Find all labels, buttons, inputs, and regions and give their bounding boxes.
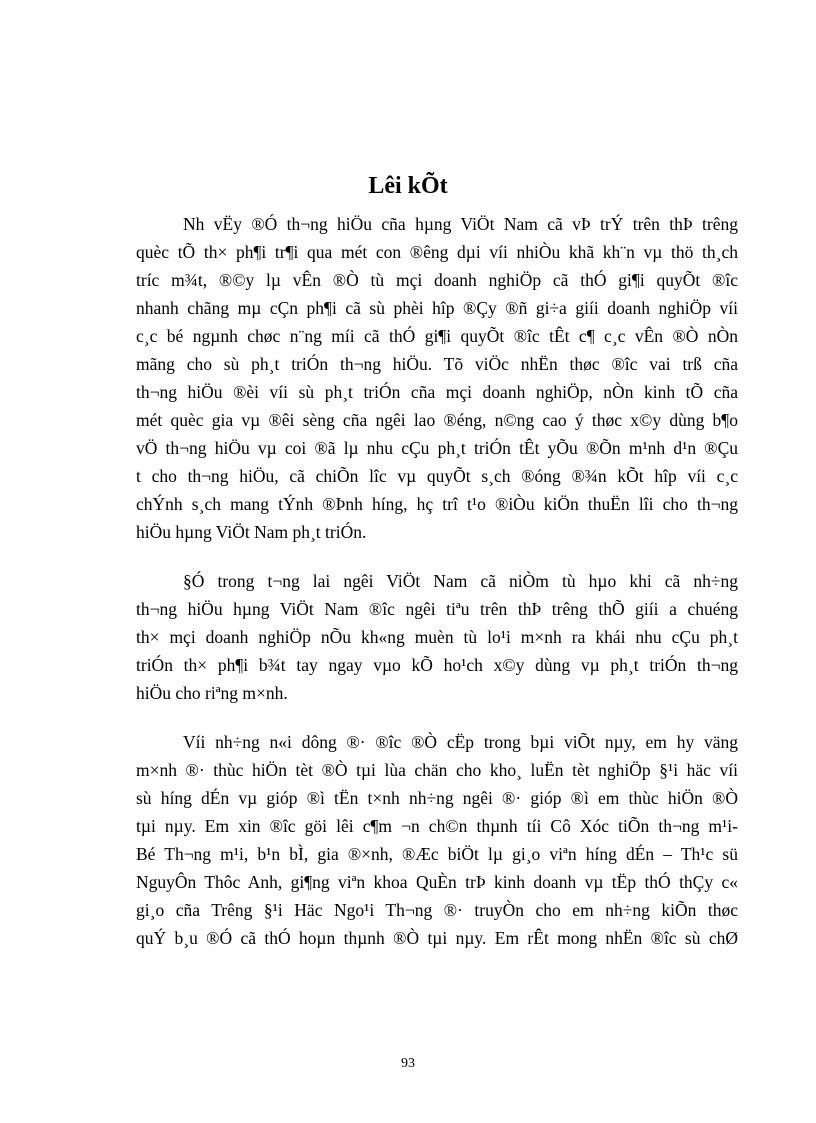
paragraph-line: mãng cho sù ph¸t triÓn th¬ng hiÖu. Tõ viÖc nhËn thøc ®îc vai trß cña [136,354,738,374]
paragraph-gap [136,707,738,728]
paragraph-line: t cho th¬ng hiÖu, cã chiÕn lîc vµ quyÕt s¸ch ®óng ®¾n kÕt hîp víi c¸c [136,466,738,486]
paragraph-line: NguyÔn Thôc Anh, gi¶ng viªn khoa QuÈn trÞ kinh doanh vµ tËp thÓ thÇy c« [136,872,738,892]
paragraph-3 [136,728,738,952]
paragraph-line: th× mçi doanh nghiÖp nÕu kh«ng muèn tù lo¹i m×nh ra khái nhu cÇu ph¸t [136,627,738,647]
paragraph-line: vÖ th¬ng hiÖu vµ coi ®ã lµ nhu cÇu ph¸t triÓn tÊt yÕu ®Õn m¹nh d¹n ®Çu [136,438,738,458]
paragraph-line: tµi nµy. Em xin ®îc göi lêi c¶m ¬n ch©n thµnh tíi Cô Xóc tiÕn th¬ng m¹i- [136,816,738,836]
page-number: 93 [401,1056,415,1071]
paragraph-line: hiÖu hµng ViÖt Nam ph¸t triÓn. [136,522,367,542]
paragraph-line: Bé Th¬ng m¹i, b¹n bÌ, gia ®×nh, ®Æc biÖt lµ gi¸o viªn híng dÉn – Th¹c sü [136,844,738,864]
paragraph-gap [136,546,738,567]
paragraph-line: §Ó trong t¬ng lai ngêi ViÖt Nam cã niÒm tù hµo khi cã nh÷ng [183,571,738,591]
paragraph-line: Nh vËy ®Ó th¬ng hiÖu cña hµng ViÖt Nam cã vÞ trÝ trên thÞ trêng [183,214,738,234]
paragraph-line: chÝnh s¸ch mang tÝnh ®Þnh híng, hç trî t¹o ®iÒu kiÖn thuËn lîi cho th¬ng [136,494,738,514]
page-title: Lêi kÕt [368,173,448,199]
paragraph-line: quèc tÕ th× ph¶i tr¶i qua mét con ®êng dµi víi nhiÒu khã kh¨n vµ thö th¸ch [136,242,738,262]
paragraph-line: triÓn th× ph¶i b¾t tay ngay vµo kÕ ho¹ch x©y dùng vµ ph¸t triÓn th¬ng [136,655,738,675]
paragraph-line: m×nh ®· thùc hiÖn tèt ®Ò tµi lùa chän cho kho¸ luËn tèt nghiÖp §¹i häc víi [136,760,738,780]
paragraph-line: gi¸o cña Trêng §¹i Häc Ngo¹i Th¬ng ®· truyÒn cho em nh÷ng kiÕn thøc [136,900,738,920]
paragraph-line: sù híng dÉn vµ gióp ®ì tËn t×nh nh÷ng ngêi ®· gióp ®ì em thùc hiÖn ®Ò [136,788,738,808]
paragraph-line: th¬ng hiÖu hµng ViÖt Nam ®îc ngêi tiªu trên thÞ trêng thÕ giíi a chuéng [136,599,738,619]
paragraph-2 [136,567,738,707]
paragraph-line: tríc m¾t, ®©y lµ vÊn ®Ò tù mçi doanh nghiÖp cã thÓ gi¶i quyÕt ®îc [136,270,738,290]
paragraph-line: nhanh chãng mµ cÇn ph¶i cã sù phèi hîp ®Çy ®ñ gi÷a giíi doanh nghiÖp víi [136,298,738,318]
paragraph-line: th¬ng hiÖu ®èi víi sù ph¸t triÓn cña mçi doanh nghiÖp, nÒn kinh tÕ cña [136,382,738,402]
paragraph-line: mét quèc gia vµ ®êi sèng cña ngêi lao ®éng, n©ng cao ý thøc x©y dùng b¶o [136,410,738,430]
body-text [136,210,738,952]
paragraph-line: hiÖu cho riªng m×nh. [136,683,288,703]
paragraph-line: quÝ b¸u ®Ó cã thÓ hoµn thµnh ®Ò tµi nµy. Em rÊt mong nhËn ®îc sù chØ [136,928,738,948]
paragraph-1 [136,210,738,546]
paragraph-line: Víi nh÷ng n«i dông ®· ®îc ®Ò cËp trong bµi viÕt nµy, em hy väng [183,732,738,752]
paragraph-line: c¸c bé ngµnh chøc n¨ng míi cã thÓ gi¶i quyÕt ®îc tÊt c¶ c¸c vÊn ®Ò nÒn [136,326,738,346]
